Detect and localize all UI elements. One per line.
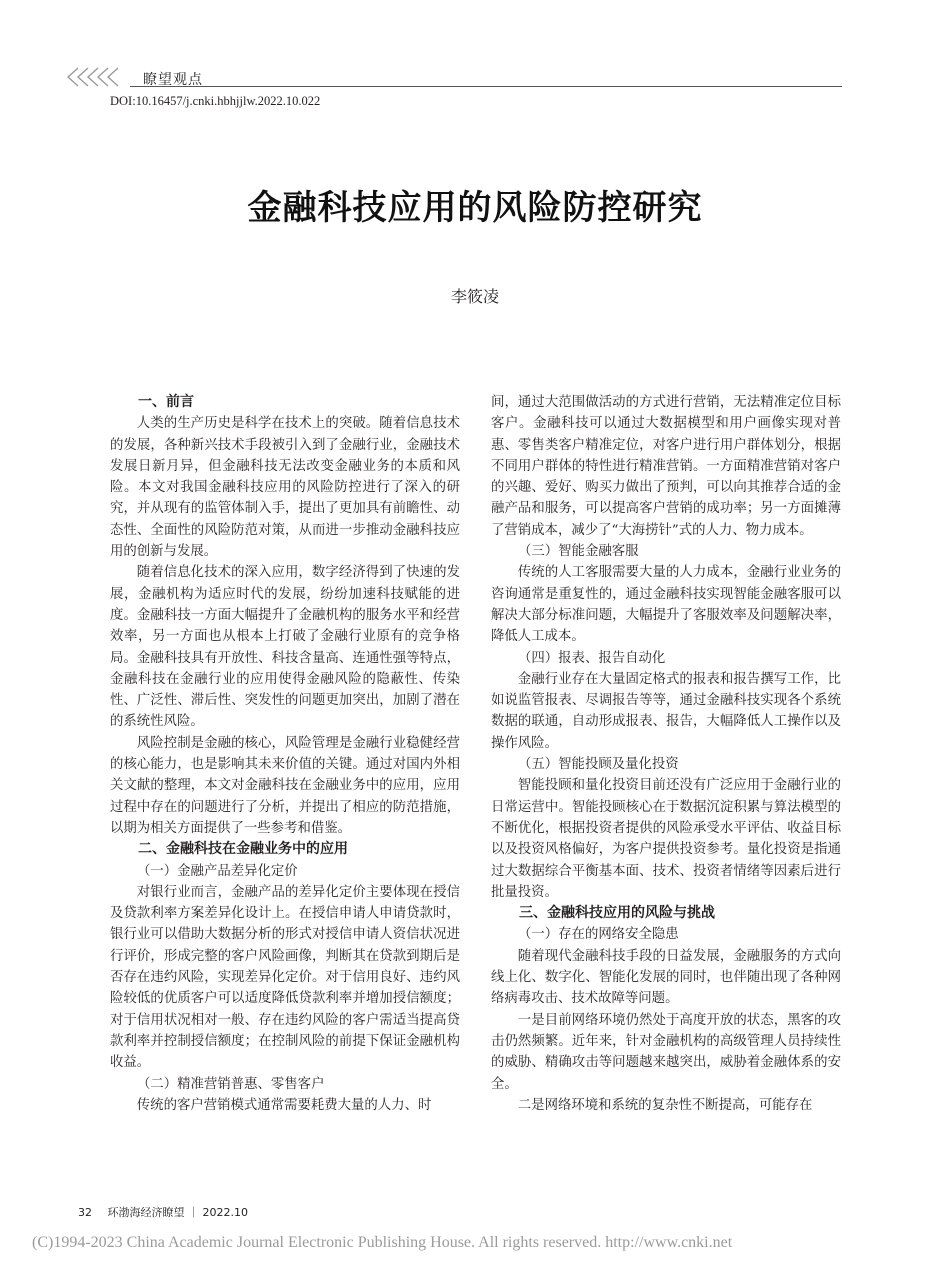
subsection-heading: （一）存在的网络安全隐患 (518, 927, 679, 943)
copyright-notice: (C)1994-2023 China Academic Journal Electronic Publishing House. All rights reserved. http://www.cnki.net (32, 1234, 733, 1251)
page-footer (78, 1204, 248, 1220)
header-rule (130, 86, 842, 87)
section-heading: 三、金融科技应用的风险与挑战 (519, 905, 715, 922)
subsection-heading: （二）精准营销普惠、零售客户 (137, 1076, 325, 1092)
section-heading: 一、前言 (138, 394, 194, 410)
paragraph: 人类的生产历史是科学在技术上的突破。随着信息技术的发展，各种新兴技术手段被引入到了金融行业，金融技术发展日新月异，但金融科技无法改变金融业务的本质和风险。本文对我国金融科技应用的风险防控进行了深入的研究，并从现有的监管体制入手，提出了更加具有前瞻性、动态性、全面性的风险防范对策，从而进一步推动金融科技应用的创新与发展。 (110, 416, 460, 560)
subsection-heading: （四）报表、报告自动化 (518, 650, 666, 666)
doi-line: DOI:10.16457/j.cnki.hbhjjlw.2022.10.022 (110, 94, 321, 108)
column-name: 瞭望观点 (143, 72, 203, 88)
subsection-heading: （一）金融产品差异化定价 (137, 863, 298, 879)
left-column (110, 392, 460, 1116)
paragraph: 风险控制是金融的核心，风险管理是金融行业稳健经营的核心能力，也是影响其未来价值的关键。通过对国内外相关文献的整理，本文对金融科技在金融业务中的应用，应用过程中存在的问题进行了分析，并提出了相应的防范措施，以期为相关方面提供了一些参考和借鉴。 (110, 735, 460, 836)
paragraph: 金融行业存在大量固定格式的报表和报告撰写工作，比如说监管报表、尽调报告等等，通过金融科技实现各个系统数据的联通，自动形成报表、报告，大幅降低人工操作以及操作风险。 (491, 671, 841, 751)
footer-separator: ｜ (188, 1206, 203, 1219)
paragraph: 对银行业而言，金融产品的差异化定价主要体现在授信及贷款利率方案差异化设计上。在授信申请人申请贷款时，银行业可以借助大数据分析的形式对授信申请人资信状况进行评价，形成完整的客户风险画像，判断其在贷款到期后是否存在违约风险，实现差异化定价。对于信用良好、违约风险较低的优质客户可以适度降低贷款利率并增加授信额度；对于信用状况相对一般、存在违约风险的客户需适当提高贷款利率并控制授信额度；在控制风险的前提下保证金融机构收益。 (110, 884, 460, 1071)
article-title: 金融科技应用的风险防控研究 (247, 188, 703, 228)
paragraph: 二是网络环境和系统的复杂性不断提高，可能存在 (517, 1097, 813, 1113)
page-number: 32 (78, 1206, 92, 1219)
paragraph: 智能投顾和量化投资目前还没有广泛应用于金融行业的日常运营中。智能投顾核心在于数据沉淀积累与算法模型的不断优化，根据投资者提供的风险承受水平评估、收益目标以及投资风格偏好，为客户提供投资参考。量化投资是指通过大数据综合平衡基本面、技术、投资者情绪等因素后进行批量投资。 (491, 778, 841, 900)
paragraph: 随着信息化技术的深入应用，数字经济得到了快速的发展，金融机构为适应时代的发展，纷纷加速科技赋能的进度。金融科技一方面大幅提升了金融机构的服务水平和经营效率，另一方面也从根本上打破了金融行业原有的竞争格局。金融科技具有开放性、科技含量高、连通性强等特点，金融科技在金融行业的应用使得金融风险的隐蔽性、传染性、广泛性、滞后性、突发性的问题更加突出，加剧了潜在的系统性风险。 (110, 565, 460, 730)
issue-number: 2022.10 (202, 1206, 248, 1219)
right-column (491, 392, 841, 1116)
paragraph: 传统的人工客服需要大量的人力成本，金融行业业务的咨询通常是重复性的，通过金融科技实现智能金融客服可以解决大部分标准问题，大幅提升了客服效率及问题解决率，降低人工成本。 (491, 565, 841, 645)
section-heading: 二、金融科技在金融业务中的应用 (138, 841, 348, 858)
author-name: 李筱凌 (450, 287, 499, 306)
subsection-heading: （三）智能金融客服 (518, 544, 639, 560)
paragraph: 一是目前网络环境仍然处于高度开放的状态，黑客的攻击仍然频繁。近年来，针对金融机构的高级管理人员持续性的威胁、精确攻击等问题越来越突出，威胁着金融体系的安全。 (491, 1012, 841, 1092)
chevrons-decoration-icon (66, 66, 128, 88)
paragraph: 随着现代金融科技手段的日益发展，金融服务的方式向线上化、数字化、智能化发展的同时，也伴随出现了各种网络病毒攻击、技术故障等问题。 (491, 948, 841, 1007)
paragraph: 间，通过大范围做活动的方式进行营销，无法精准定位目标客户。金融科技可以通过大数据模型和用户画像实现对普惠、零售类客户精准定位，对客户进行用户群体划分，根据不同用户群体的特性进行精准营销。一方面精准营销对客户的兴趣、爱好、购买力做出了预判，可以向其推荐合适的金融产品和服务，可以提高客户营销的成功率；另一方面摊薄了营销成本，减少了“大海捞针”式的人力、物力成本。 (491, 395, 841, 538)
paragraph: 传统的客户营销模式通常需要耗费大量的人力、时 (136, 1097, 432, 1113)
subsection-heading: （五）智能投顾及量化投资 (518, 757, 679, 773)
journal-name: 环渤海经济瞭望 (107, 1206, 185, 1219)
